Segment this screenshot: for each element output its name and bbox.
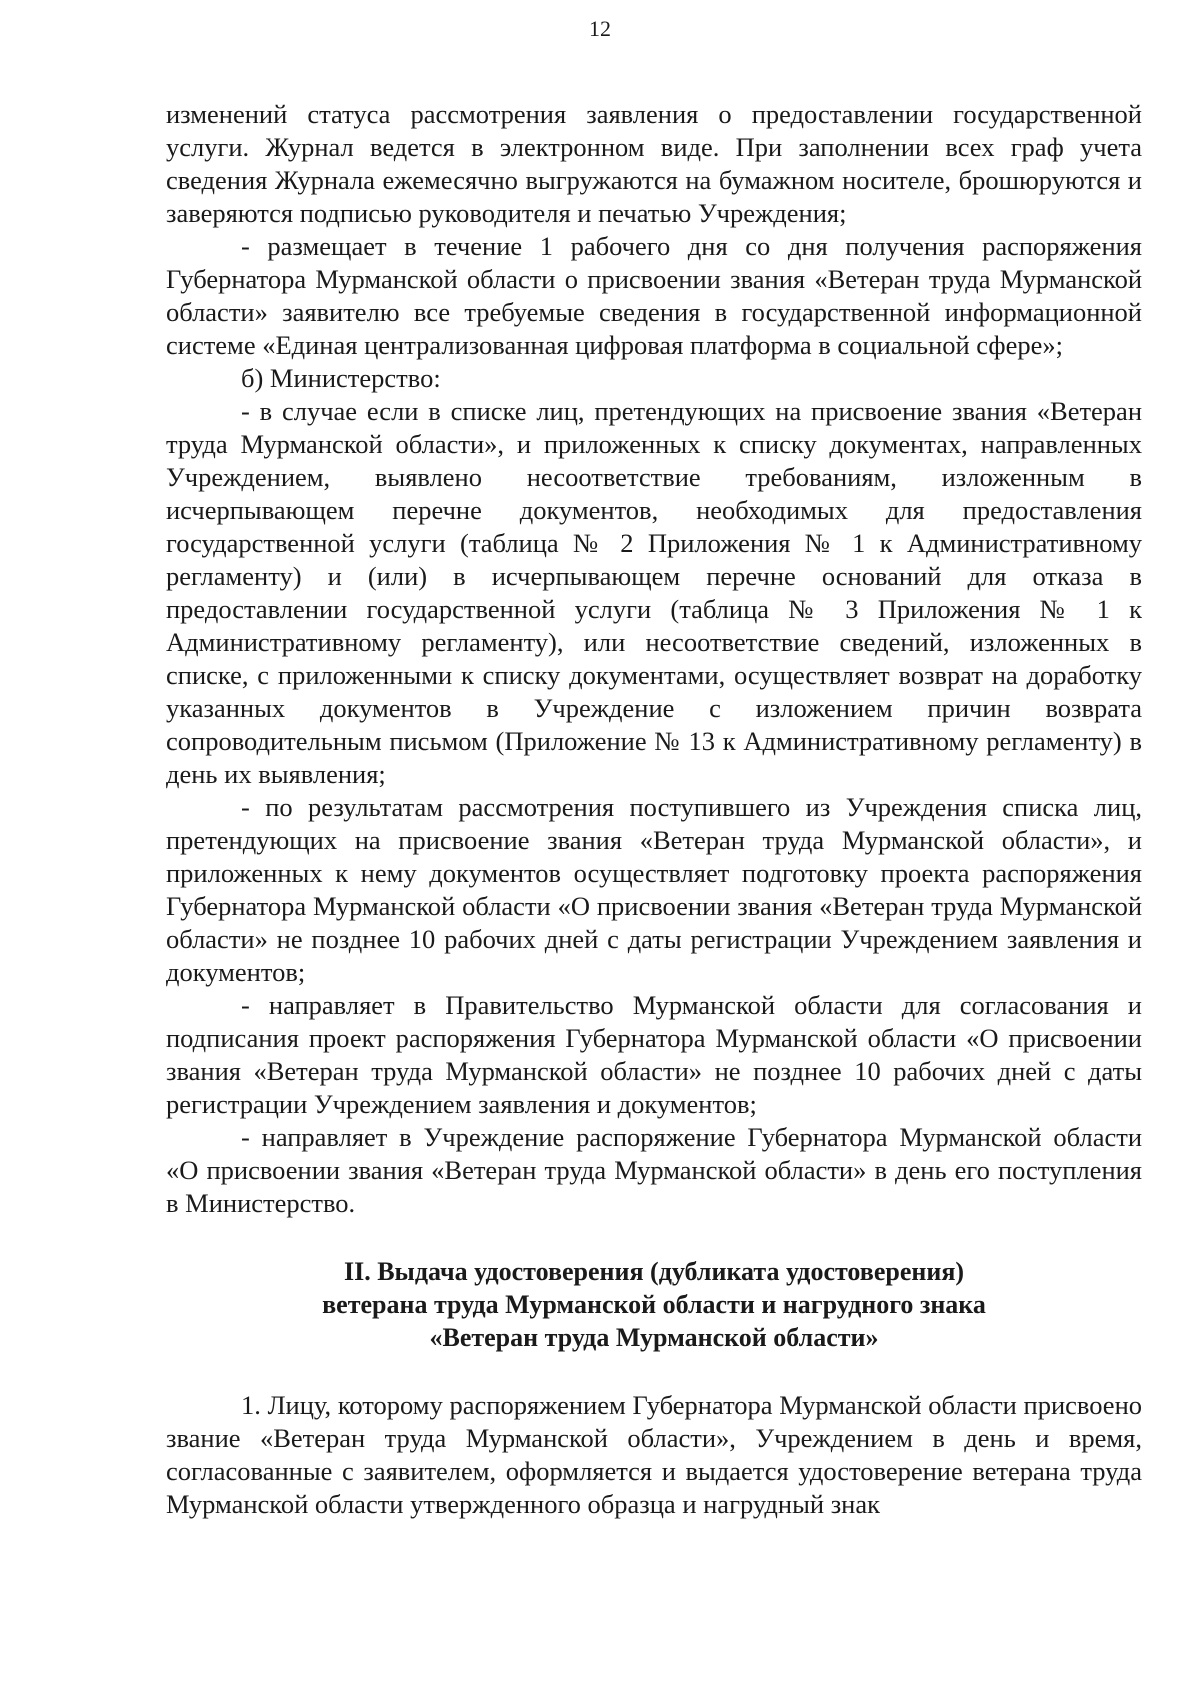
paragraph-continuation: изменений статуса рассмотрения заявления о предоставлении государственной услуги. Журнал ведется в электронном виде. При заполнении всех граф учета сведения Журнала ежемесячно выгружаются на бумажном носителе, брошюруются и заверяются подписью руководителя и печатью Учреждения;	[166, 99, 1142, 228]
paragraph-send-to-institution: - направляет в Учреждение распоряжение Губернатора Мурманской области «О присвоении звания «Ветеран труда Мурманской области» в день его поступления в Министерство.	[166, 1122, 1142, 1218]
document-body	[166, 98, 1142, 1521]
section-heading-line-2: ветерана труда Мурманской области и нагрудного знака	[322, 1290, 986, 1319]
paragraph-send-to-government: - направляет в Правительство Мурманской области для согласования и подписания проект распоряжения Губернатора Мурманской области «О присвоении звания «Ветеран труда Мурманской области» не позднее 10 рабочих дней с даты регистрации Учреждением заявления и документов;	[166, 990, 1142, 1119]
section-heading-line-1: II. Выдача удостоверения (дубликата удостоверения)	[343, 1257, 965, 1286]
paragraph-ministry-heading: б) Министерство:	[241, 363, 441, 393]
paragraph-issuance: 1. Лицу, которому распоряжением Губернатора Мурманской области присвоено звание «Ветеран труда Мурманской области», Учреждением в день и время, согласованные с заявителем, оформляется и выдается удостоверение ветерана труда Мурманской области утвержденного образца и нагрудный знак	[166, 1390, 1142, 1519]
page-number: 12	[589, 16, 611, 41]
section-heading	[166, 1255, 1142, 1354]
paragraph-posting-info: - размещает в течение 1 рабочего дня со дня получения распоряжения Губернатора Мурманской области о присвоении звания «Ветеран труда Мурманской области» заявителю все требуемые сведения в государственной информационной системе «Единая централизованная цифровая платформа в социальной сфере»;	[166, 231, 1142, 360]
section-heading-line-3: «Ветеран труда Мурманской области»	[429, 1323, 879, 1352]
paragraph-return-documents: - в случае если в списке лиц, претендующих на присвоение звания «Ветеран труда Мурманской области», и приложенных к списку документах, направленных Учреждением, выявлено несоответствие требованиям, изложенным в исчерпывающем перечне документов, необходимых для предоставления государственной услуги (таблица № 2 Приложения № 1 к Административному регламенту) и (или) в исчерпывающем перечне оснований для отказа в предоставлении государственной услуги (таблица № 3 Приложения № 1 к Административному регламенту), или несоответствие сведений, изложенных в списке, с приложенными к списку документами, осуществляет возврат на доработку указанных документов в Учреждение с изложением причин возврата сопроводительным письмом (Приложение № 13 к Административному регламенту) в день их выявления;	[166, 396, 1142, 789]
paragraph-prepare-order: - по результатам рассмотрения поступившего из Учреждения списка лиц, претендующих на присвоение звания «Ветеран труда Мурманской области», и приложенных к нему документов осуществляет подготовку проекта распоряжения Губернатора Мурманской области «О присвоении звания «Ветеран труда Мурманской области» не позднее 10 рабочих дней с даты регистрации Учреждением заявления и документов;	[166, 792, 1142, 987]
